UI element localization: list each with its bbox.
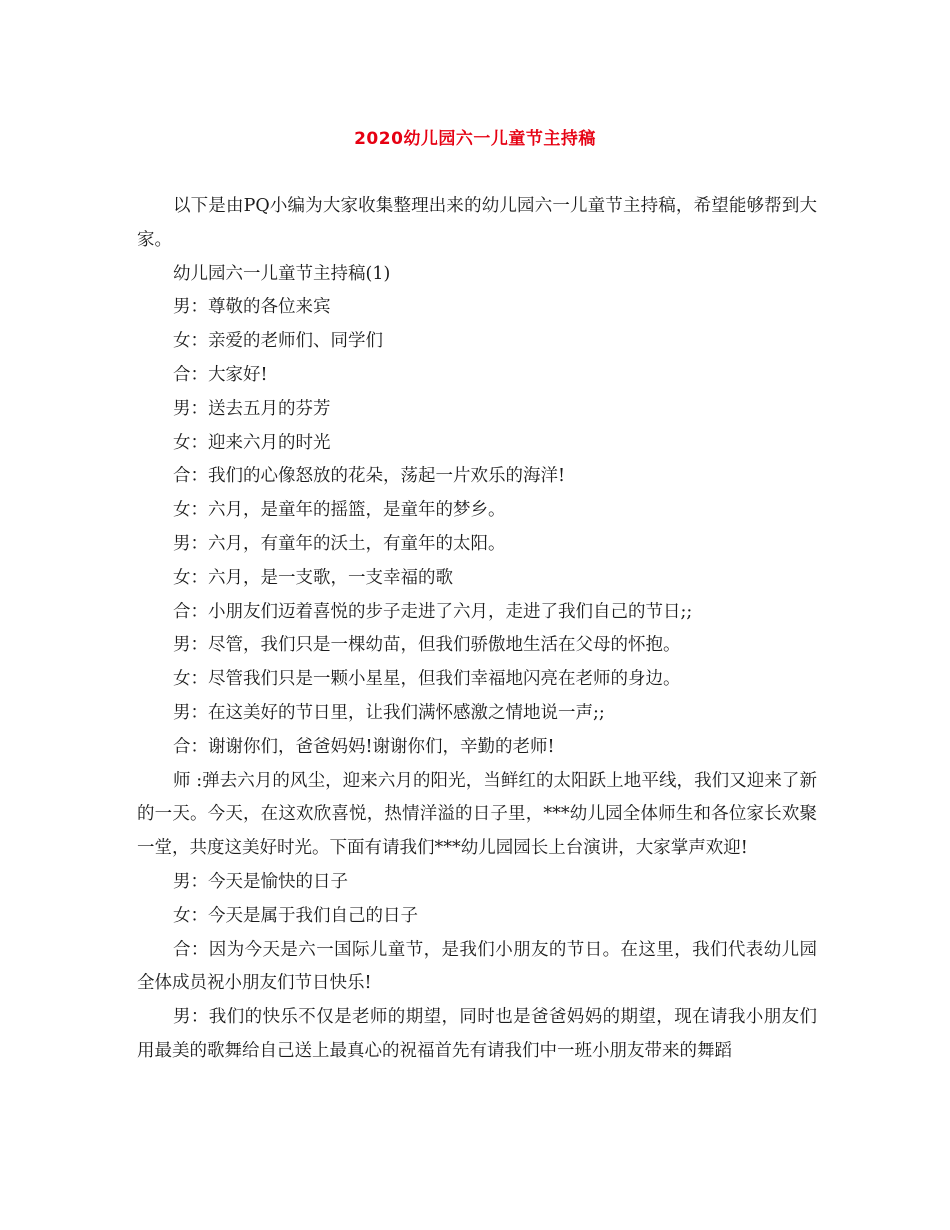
script-line: 女：迎来六月的时光: [173, 432, 331, 453]
script-line: 合：谢谢你们，爸爸妈妈!谢谢你们，辛勤的老师!: [173, 736, 555, 757]
script-line: 男：六月，有童年的沃土，有童年的太阳。: [173, 533, 506, 554]
script-line: 女：尽管我们只是一颗小星星，但我们幸福地闪亮在老师的身边。: [173, 669, 681, 690]
script-line: 男：送去五月的芬芳: [173, 398, 331, 419]
script-line: 男：我们的快乐不仅是老师的期望，同时也是爸爸妈妈的期望，现在请我小朋友们用最美的歌舞给自己送上最真心的祝福首先有请我们中一班小朋友带来的舞蹈: [137, 1007, 817, 1061]
script-line: 男：尊敬的各位来宾: [173, 297, 331, 318]
script-line: 女：亲爱的老师们、同学们: [173, 331, 383, 352]
script-line: 女：六月，是一支歌，一支幸福的歌: [173, 567, 453, 588]
script-line: 合：我们的心像怒放的花朵，荡起一片欢乐的海洋!: [173, 466, 566, 487]
script-line: 女：六月，是童年的摇篮，是童年的梦乡。: [173, 500, 506, 521]
document-body: [137, 190, 817, 1069]
script-line: 合：大家好!: [173, 364, 268, 385]
script-line: 男：在这美好的节日里，让我们满怀感激之情地说一声;;: [173, 702, 605, 723]
section-heading: 幼儿园六一儿童节主持稿(1): [173, 263, 391, 284]
script-line: 师 :弹去六月的风尘，迎来六月的阳光，当鲜红的太阳跃上地平线，我们又迎来了新的一天。今天，在这欢欣喜悦，热情洋溢的日子里，***幼儿园全体师生和各位家长欢聚一堂，共度这美好时光。下面有请我们***幼儿园园长上台演讲，大家掌声欢迎!: [137, 770, 817, 859]
script-line: 男：尽管，我们只是一棵幼苗，但我们骄傲地生活在父母的怀抱。: [173, 635, 681, 656]
document-title: 2020幼儿园六一儿童节主持稿: [354, 129, 596, 149]
intro-paragraph: 以下是由PQ小编为大家收集整理出来的幼儿园六一儿童节主持稿，希望能够帮到大家。: [137, 196, 817, 250]
script-line: 合：因为今天是六一国际儿童节，是我们小朋友的节日。在这里，我们代表幼儿园全体成员祝小朋友们节日快乐!: [137, 939, 817, 994]
script-line: 合：小朋友们迈着喜悦的步子走进了六月，走进了我们自己的节日;;: [173, 601, 693, 622]
script-line: 男：今天是愉快的日子: [173, 871, 348, 892]
script-line: 女：今天是属于我们自己的日子: [173, 905, 418, 926]
